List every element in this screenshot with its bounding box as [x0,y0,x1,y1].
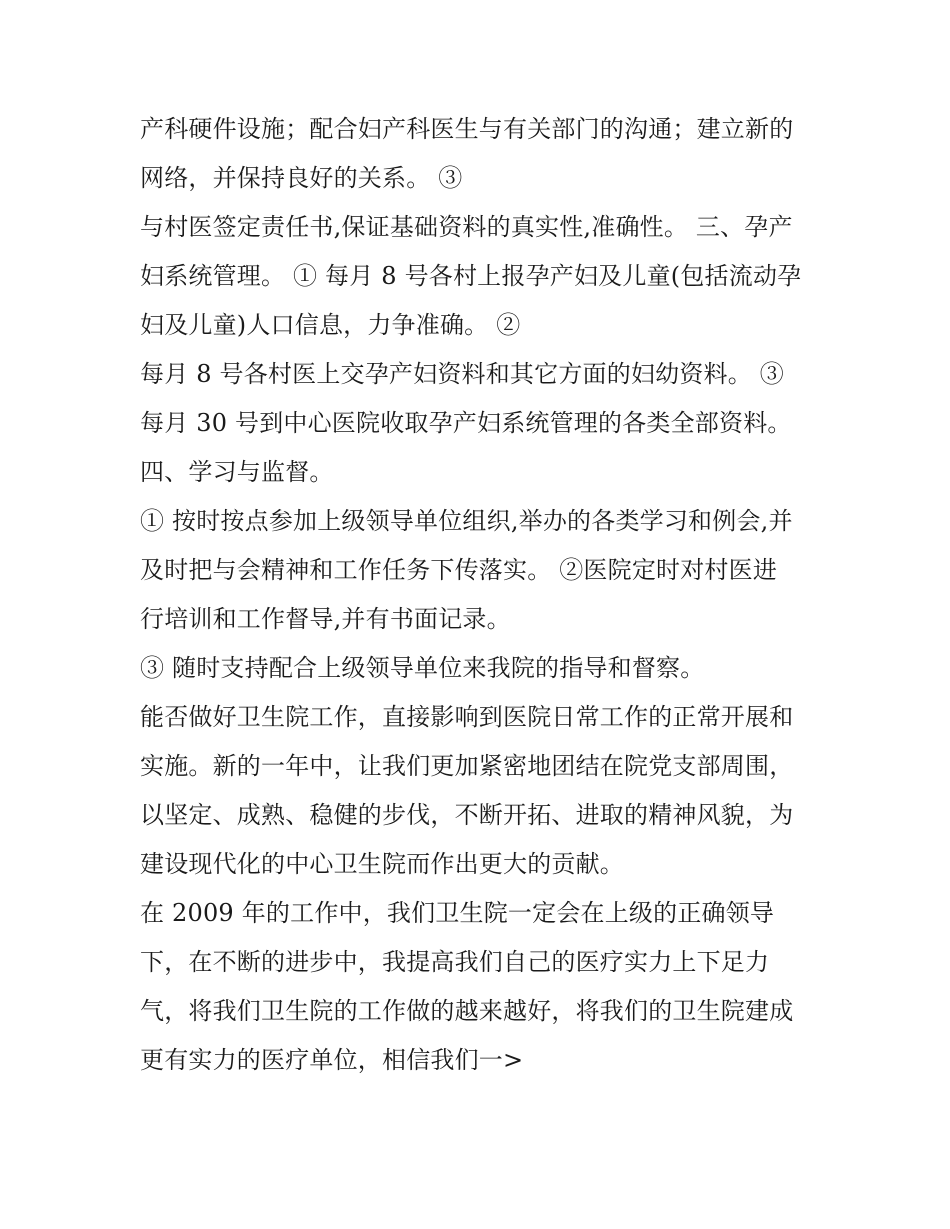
text-line: 妇及儿童)人口信息，力争准确。 ② [140,311,521,339]
text-line: 妇系统管理。 ① 每月 8 号各村上报孕产妇及儿童(包括流动孕 [140,262,802,290]
text-line: ③ 随时支持配合上级领导单位来我院的指导和督察。 [140,654,705,682]
text-line: ① 按时按点参加上级领导单位组织,举办的各类学习和例会,并 [140,507,793,535]
text-line: 更有实力的医疗单位，相信我们一> [140,1046,524,1074]
text-line: 以坚定、成熟、稳健的步伐，不断开拓、进取的精神风貌，为 [140,801,794,829]
text-line: 每月 30 号到中心医院收取孕产妇系统管理的各类全部资料。 [140,409,792,437]
section-heading: 四、学习与监督。 [140,458,334,486]
text-line: 气，将我们卫生院的工作做的越来越好，将我们的卫生院建成 [140,997,794,1025]
document-body [140,105,820,1085]
text-line: 行培训和工作督导,并有书面记录。 [140,605,511,633]
text-line: 能否做好卫生院工作，直接影响到医院日常工作的正常开展和 [140,703,794,731]
text-line: 实施。新的一年中，让我们更加紧密地团结在院党支部周围， [140,752,794,780]
text-line: 建设现代化的中心卫生院而作出更大的贡献。 [140,850,624,878]
text-line: 每月 8 号各村医上交孕产妇资料和其它方面的妇幼资料。 ③ [140,360,784,388]
text-line: 下，在不断的进步中，我提高我们自己的医疗实力上下足力 [140,948,770,976]
text-line: 网络，并保持良好的关系。 ③ [140,164,463,192]
text-line: 与村医签定责任书,保证基础资料的真实性,准确性。 三、孕产 [140,213,793,241]
text-line: 及时把与会精神和工作任务下传落实。 ②医院定时对村医进 [140,556,778,584]
text-line: 在 2009 年的工作中，我们卫生院一定会在上级的正确领导 [140,899,775,927]
text-line: 产科硬件设施；配合妇产科医生与有关部门的沟通；建立新的 [140,115,794,143]
